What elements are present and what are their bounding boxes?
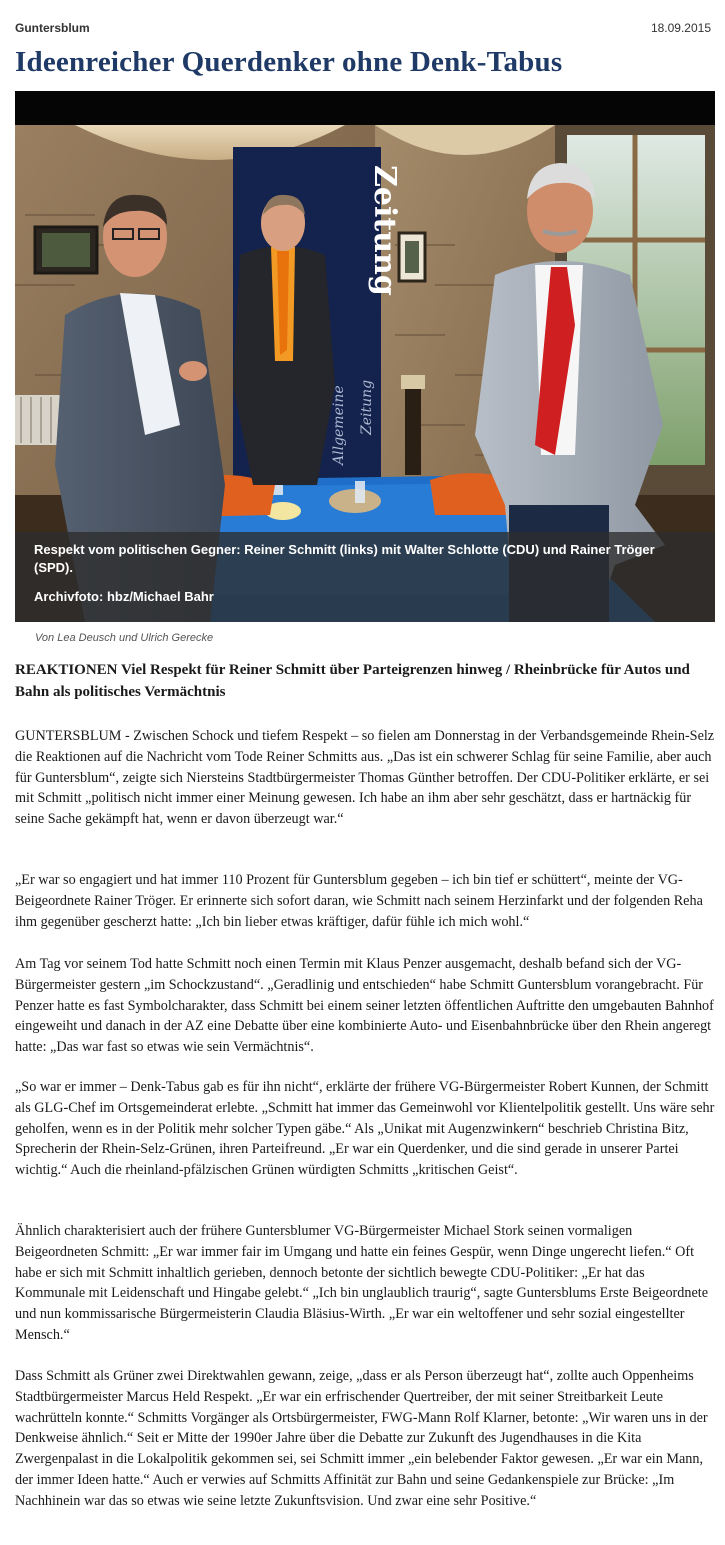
paragraph: „So war er immer – Denk-Tabus gab es für ihn nicht“, erklärte der frühere VG-Bürgermeister Robert Kunnen, der Schmitt als GLG-Chef im Ortsgemeinderat erlebte. „Schmitt hat immer das Gemeinwohl vor Klientelpolitik gestellt. Uns wäre sehr geholfen, wenn es in der Politik mehr solcher Typen gäbe.“ Als „Unikat mit Augenzwinkern“ beschrieb Christina Bitz, Sprecherin der Rhein-Selz-Grünen, ihren Parteifreund. „Er war ein Querdenker, und die sind gerade in unserer Partei wichtig.“ Auch die rheinland-pfälzischen Grünen würdigten Schmitts „kritischen Geist“. bbox=[15, 1079, 715, 1179]
svg-text:Zeitung: Zeitung bbox=[359, 379, 375, 435]
article-title: Ideenreicher Querdenker ohne Denk-Tabus bbox=[15, 46, 563, 78]
article-header bbox=[15, 21, 711, 37]
paragraph: Am Tag vor seinem Tod hatte Schmitt noch einen Termin mit Klaus Penzer ausgemacht, deshalb befand sich der VG-Bürgermeister gestern „im Schockzustand“. „Geradlinig und entschieden“ habe Schmitt Guntersblum vorangebracht. Für Penzer hatte es fast Symbolcharakter, dass Schmitt bei einem seiner letzten öffentlichen Auftritte den umgebauten Bahnhof eingeweiht und danach in der AZ eine Debatte über eine kombinierte Auto- und Eisenbahnbrücke über den Rhein angeregt hatte: „Das war fast so etwas wie sein Vermächtnis“. bbox=[15, 956, 714, 1056]
photo-credit: Archivfoto: hbz/Michael Bahr bbox=[34, 589, 214, 604]
publish-date: 18.09.2015 bbox=[650, 21, 711, 35]
paragraph: GUNTERSBLUM - Zwischen Schock und tiefem Respekt – so fielen am Donnerstag in der Verbandsgemeinde Rhein-Selz die Reaktionen auf die Nachricht vom Tode Reiner Schmitts aus. „Das ist ein schwerer Schlag für seine Familie, aber auch für Guntersblum“, zeigte sich Niersteins Stadtbürgermeister Thomas Günther betroffen. Der CDU-Politiker erklärte, er sei mit Schmitt „politisch nicht immer einer Meinung gewesen. Ich habe an ihm aber sehr geschätzt, dass er hartnäckig für seine Sache gekämpft hat, wenn er davon überzeugt war.“ bbox=[15, 728, 715, 828]
byline: Von Lea Deusch und Ulrich Gerecke bbox=[35, 632, 214, 644]
location-label: Guntersblum bbox=[15, 21, 90, 35]
article-photo bbox=[15, 91, 715, 622]
paragraph: „Er war so engagiert und hat immer 110 Prozent für Guntersblum gegeben – ich bin tief er schüttert“, meinte der VG-Beigeordnete Rainer Tröger. Er erinnerte sich sofort daran, wie Schmitt nach seinem Herzinfarkt und der folgenden Reha ihm gegenüber gescherzt hatte: „Ich bin lieber etwas kräftiger, dafür fühle ich mich wohl.“ bbox=[15, 872, 703, 930]
photo-caption-box bbox=[15, 532, 715, 622]
paragraph: Dass Schmitt als Grüner zwei Direktwahlen gewann, zeige, „dass er als Person überzeugt hat“, zollte auch Oppenheims Stadtbürgermeister Marcus Held Respekt. „Er war ein erfrischender Quertreiber, der mit seiner Streitbarkeit Leute wachrütteln konnte.“ Schmitts Vorgänger als Ortsbürgermeister, FWG-Mann Rolf Klarner, betonte: „Wir waren uns in der Denkweise ähnlich.“ Seit er Mitte der 1990er Jahre über die Debatte zur Zukunft des Jugendhauses in die Kita Zwergenpalast in die Lokalpolitik gekommen sei, sei Schmitt immer „ein belebender Faktor gewesen. „Er war ein Mann, der immer Ideen hatte.“ Auch er verwies auf Schmitts Affinität zur Bahn und seine Gedankenspiele zur Brücke: „Im Nachhinein war das so etwas wie seine letzte Zukunftsvision. Und zwar eine sehr Positive.“ bbox=[15, 1368, 708, 1509]
photo-caption: Respekt vom politischen Gegner: Reiner Schmitt (links) mit Walter Schlotte (CDU) und Rainer Tröger (SPD). bbox=[34, 542, 655, 575]
paragraph: Ähnlich charakterisiert auch der frühere Guntersblumer VG-Bürgermeister Michael Stork seinen vormaligen Beigeordneten Schmitt: „Er war immer fair im Umgang und hatte ein feines Gespür, wenn Dinge ungerecht liefen.“ Oft habe er sich mit Schmitt inhaltlich gerieben, dennoch betonte der sichtlich bewegte CDU-Politiker: „Er hat das Kommunale mit Leidenschaft und Hingabe gelebt.“ „Ich bin unglaublich traurig“, sagte Guntersblums Erste Beigeordnete und nun kommissarische Bürgermeisterin Claudia Bläsius-Wirth. „Er war ein weltoffener und sehr sozial eingestellter Mensch.“ bbox=[15, 1223, 709, 1343]
article-lead: REAKTIONEN Viel Respekt für Reiner Schmitt über Parteigrenzen hinweg / Rheinbrücke für Autos und Bahn als politisches Vermächtnis bbox=[15, 662, 690, 700]
svg-text:Allgemeine: Allgemeine bbox=[331, 385, 347, 465]
svg-text:Zeitung: Zeitung bbox=[367, 165, 402, 296]
